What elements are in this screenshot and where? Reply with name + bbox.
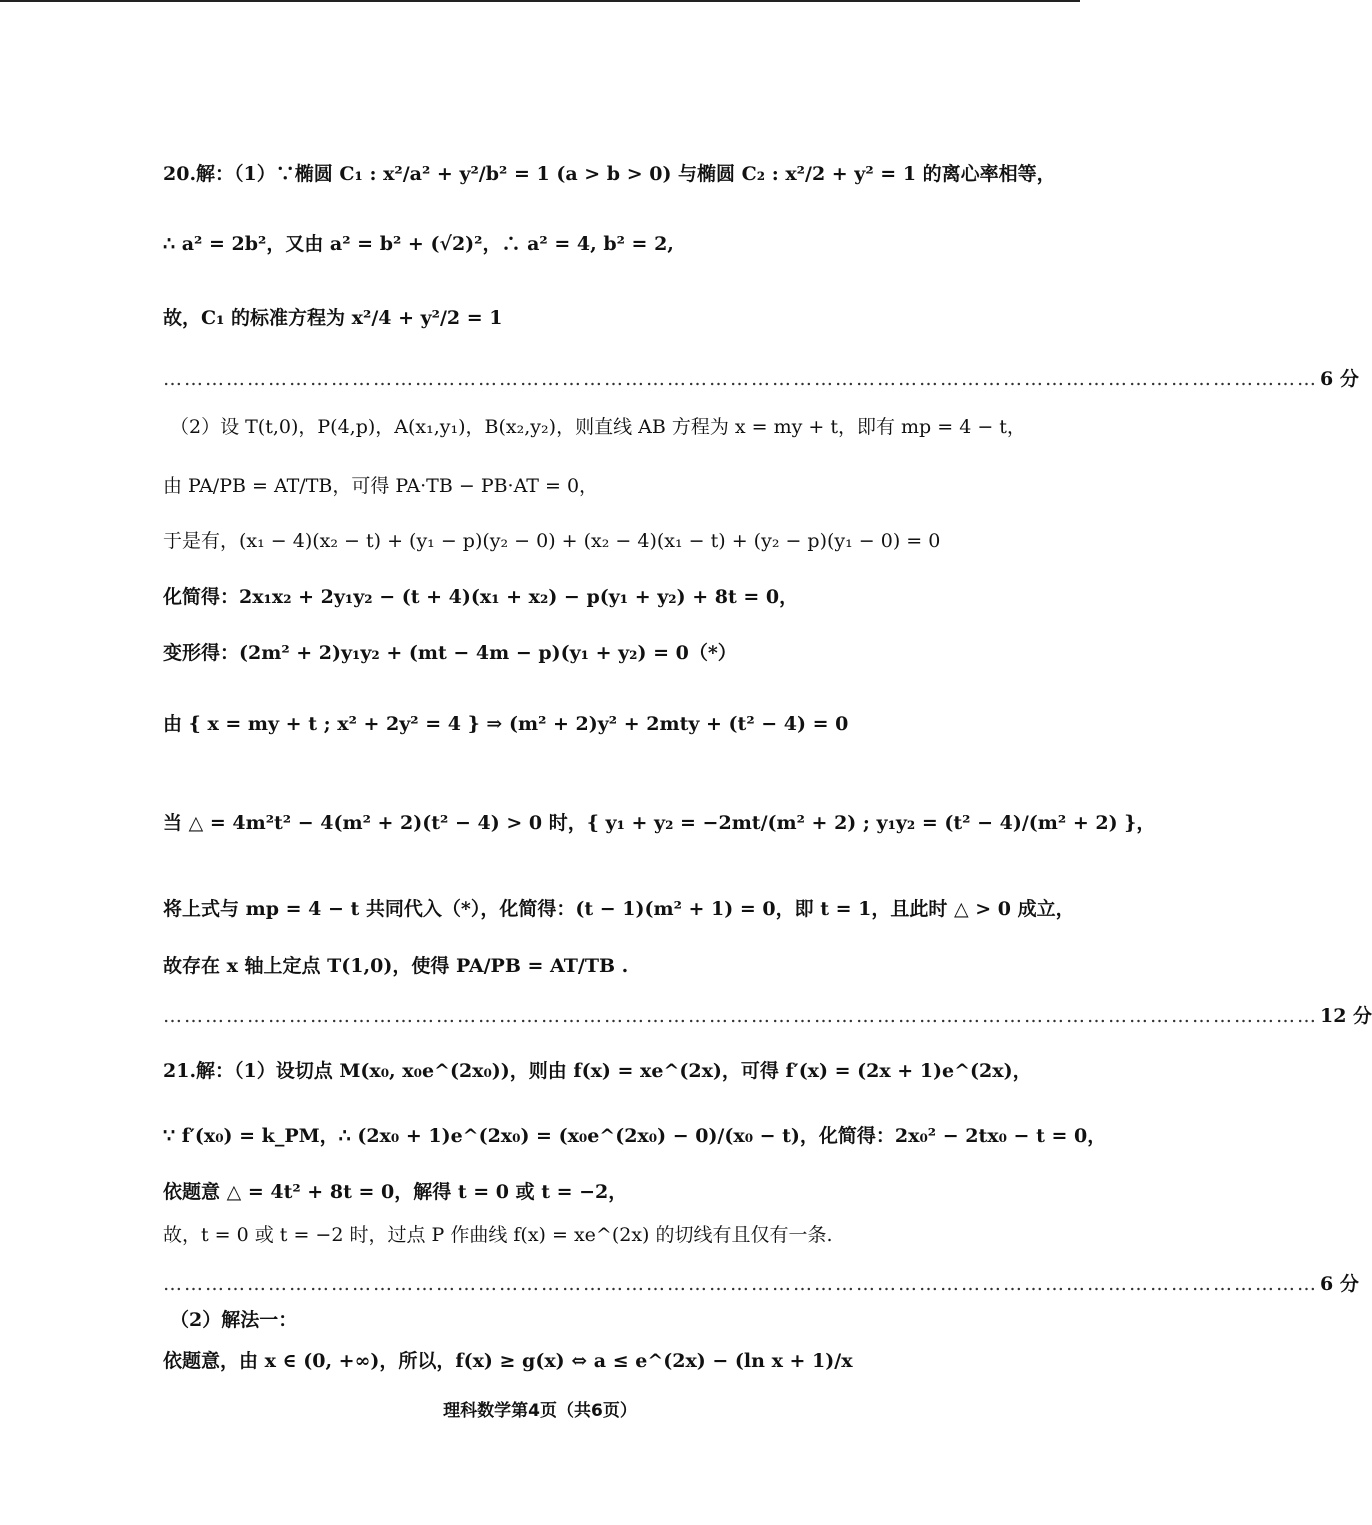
score-line xyxy=(163,1273,1359,1296)
score-label: 6 分 xyxy=(1320,1273,1359,1295)
score-label: 6 分 xyxy=(1320,368,1359,390)
text-line: 将上式与 mp = 4 − t 共同代入（*），化简得：(t − 1)(m² + 1) = 0，即 t = 1，且此时 △ > 0 成立， xyxy=(163,898,1075,920)
score-line xyxy=(163,1005,1372,1028)
score-line xyxy=(163,368,1359,391)
text-line: 21.解：（1）设切点 M(x₀, x₀e^(2x₀))，则由 f(x) = xe^(2x)，可得 f′(x) = (2x + 1)e^(2x)， xyxy=(163,1060,1032,1082)
text-line: ∵ f′(x₀) = k_PM，∴ (2x₀ + 1)e^(2x₀) = (x₀e^(2x₀) − 0)/(x₀ − t)，化简得：2x₀² − 2tx₀ − t = 0， xyxy=(163,1125,1107,1147)
text-line: 由 PA/PB = AT/TB，可得 PA·TB − PB·AT = 0， xyxy=(163,475,599,497)
text-line: 由 { x = my + t ; x² + 2y² = 4 } ⇒ (m² + 2)y² + 2mty + (t² − 4) = 0 xyxy=(163,713,849,735)
text-line: 20.解：（1）∵椭圆 C₁ : x²/a² + y²/b² = 1 (a > b > 0) 与椭圆 C₂ : x²/2 + y² = 1 的离心率相等， xyxy=(163,163,1056,185)
score-label: 12 分 xyxy=(1320,1005,1372,1027)
text-line: 故存在 x 轴上定点 T(1,0)，使得 PA/PB = AT/TB . xyxy=(163,955,629,977)
text-line: 变形得：(2m² + 2)y₁y₂ + (mt − 4m − p)(y₁ + y₂) = 0（*） xyxy=(163,642,737,664)
text-line: 依题意 △ = 4t² + 8t = 0，解得 t = 0 或 t = −2， xyxy=(163,1181,628,1203)
top-border xyxy=(0,0,1080,2)
text-line: （2）解法一： xyxy=(170,1309,298,1331)
dot-leader: ………………………………………………………………………………………………………………………………………………… xyxy=(163,368,1318,390)
text-line: ∴ a² = 2b²，又由 a² = b² + (√2)²，∴ a² = 4, b² = 2, xyxy=(163,233,674,255)
dot-leader: ………………………………………………………………………………………………………………………………………………… xyxy=(163,1005,1318,1027)
dot-leader: ………………………………………………………………………………………………………………………………………………… xyxy=(163,1273,1318,1295)
text-line: 故，t = 0 或 t = −2 时，过点 P 作曲线 f(x) = xe^(2x) 的切线有且仅有一条. xyxy=(163,1224,833,1246)
text-line: 当 △ = 4m²t² − 4(m² + 2)(t² − 4) > 0 时，{ y₁ + y₂ = −2mt/(m² + 2) ; y₁y₂ = (t² − 4)/(m² + 2) }， xyxy=(163,812,1156,834)
text-line: 于是有，(x₁ − 4)(x₂ − t) + (y₁ − p)(y₂ − 0) + (x₂ − 4)(x₁ − t) + (y₂ − p)(y₁ − 0) = 0 xyxy=(163,530,941,552)
text-line: 依题意，由 x ∈ (0, +∞)，所以，f(x) ≥ g(x) ⇔ a ≤ e^(2x) − (ln x + 1)/x xyxy=(163,1350,853,1372)
page-footer: 理科数学第4页（共6页） xyxy=(443,1401,637,1421)
text-line: 化简得：2x₁x₂ + 2y₁y₂ − (t + 4)(x₁ + x₂) − p(y₁ + y₂) + 8t = 0， xyxy=(163,586,799,608)
text-line: （2）设 T(t,0)，P(4,p)，A(x₁,y₁)，B(x₂,y₂)，则直线 AB 方程为 x = my + t，即有 mp = 4 − t， xyxy=(170,416,1026,438)
text-line: 故，C₁ 的标准方程为 x²/4 + y²/2 = 1 xyxy=(163,307,503,329)
